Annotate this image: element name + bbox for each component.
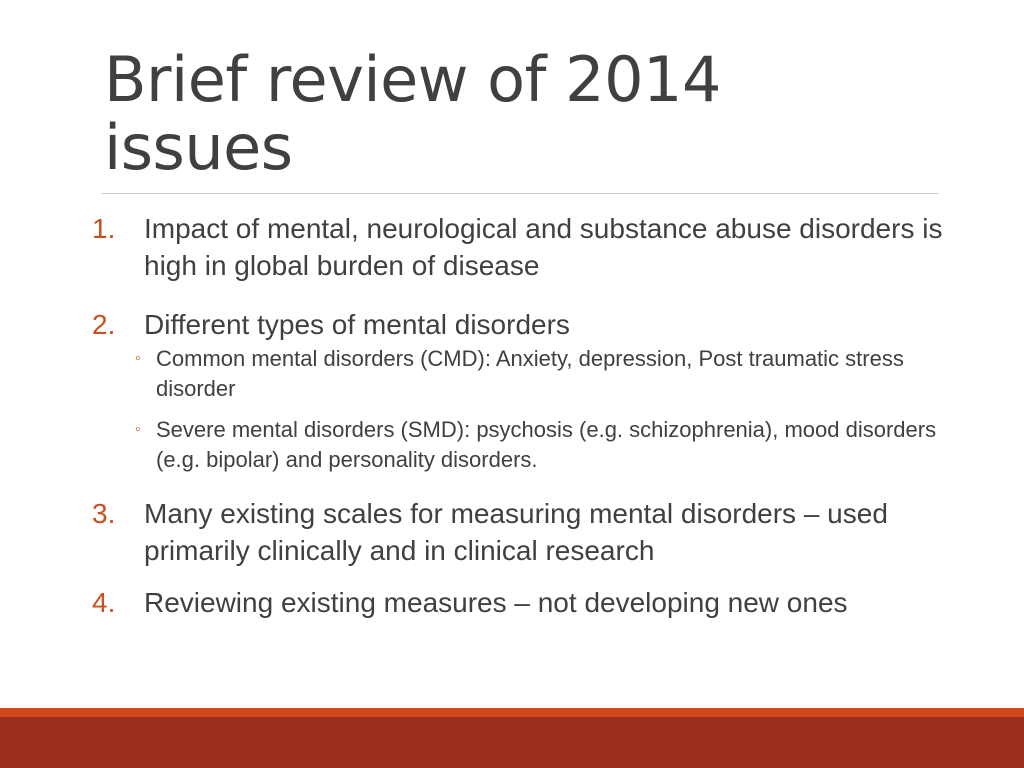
list-item-text: Different types of mental disorders xyxy=(144,309,570,340)
slide-title: Brief review of 2014 issues xyxy=(104,43,721,184)
list-item-number: 2. xyxy=(92,309,116,340)
list-item-1 xyxy=(0,210,1024,281)
footer-accent-stripe xyxy=(0,708,1024,717)
list-item-number: 1. xyxy=(92,213,116,244)
list-item-3 xyxy=(0,495,1024,566)
list-item-text: Impact of mental, neurological and substance abuse disorders is high in global burden of disease xyxy=(144,213,943,281)
list-item-number: 4. xyxy=(92,587,116,618)
list-item-text: Many existing scales for measuring mental disorders – used primarily clinically and in clinical research xyxy=(144,498,888,566)
slide-content xyxy=(0,210,1024,621)
sub-list-item-2 xyxy=(0,415,1024,475)
list-item-text: Reviewing existing measures – not developing new ones xyxy=(144,587,848,618)
footer-band xyxy=(0,717,1024,768)
sub-bullet-icon: ◦ xyxy=(135,350,141,367)
sub-list-item-text: Severe mental disorders (SMD): psychosis (e.g. schizophrenia), mood disorders (e.g. bipolar) and personality disorders. xyxy=(156,417,937,472)
sub-bullet-icon: ◦ xyxy=(135,421,141,438)
list-item-4 xyxy=(0,584,1024,621)
list-item-number: 3. xyxy=(92,498,116,529)
sub-list-item-1 xyxy=(0,344,1024,404)
list-item-2 xyxy=(0,306,1024,343)
title-divider xyxy=(102,193,938,194)
sub-list-item-text: Common mental disorders (CMD): Anxiety, depression, Post traumatic stress disorder xyxy=(156,346,904,401)
